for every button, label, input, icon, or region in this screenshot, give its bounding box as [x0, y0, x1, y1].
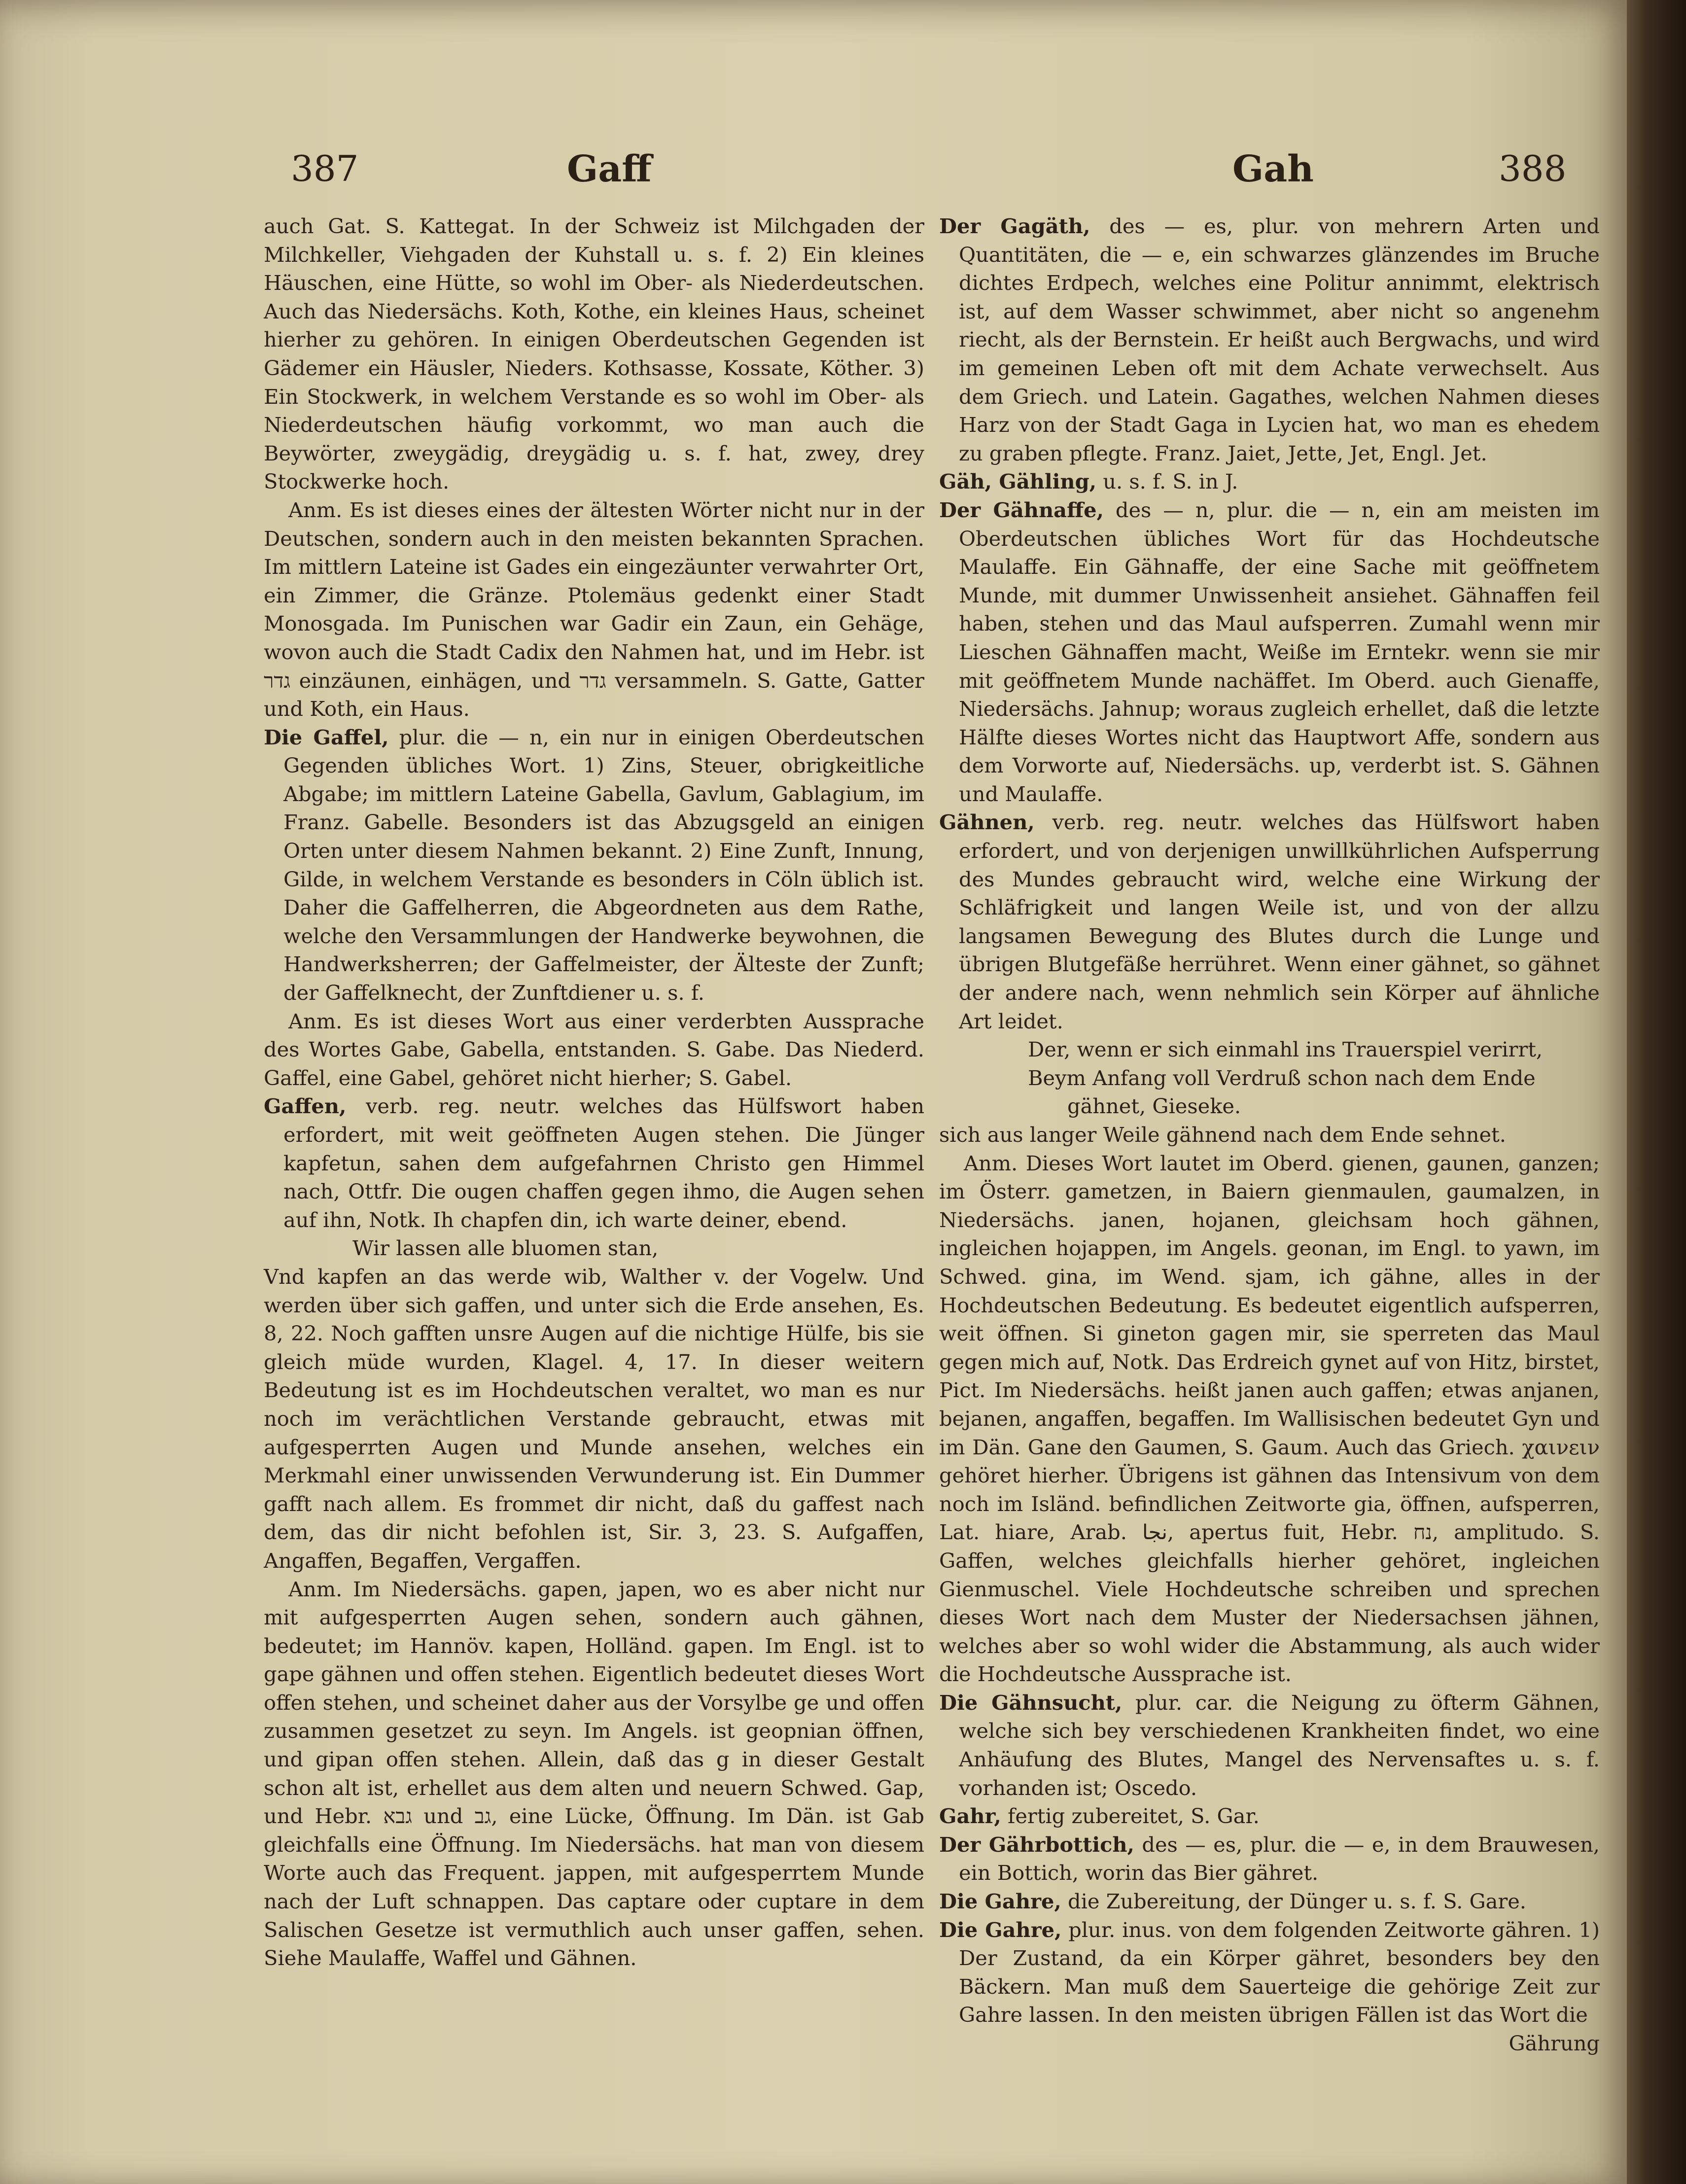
entry-text: verb. reg. neutr. welches das Hülfswort haben erfordert, und von derjenigen unwillkührlichen Aufsperrung des Mundes gebraucht wird, welche eine Wirkung der Schläfrigkeit und langen Weile ist, und von der allzu langsamen Bewegung des Blutes durch die Lunge und übrigen Blutgefäße herrühret. Wenn einer gähnet, so gähnet der andere nach, wenn nehmlich sein Körper auf ähnliche Art leidet.: [959, 810, 1600, 1033]
text-paragraph: auch Gat. S. Kattegat. In der Schweiz ist Milchgaden der Milchkeller, Viehgaden der Kuhstall u. s. f. 2) Ein kleines Häuschen, eine Hütte, so wohl im Ober- als Niederdeutschen. Auch das Niedersächs. Koth, Kothe, ein kleines Haus, scheinet hierher zu gehören. In einigen Oberdeutschen Gegenden ist Gädemer ein Häusler, Nieders. Kothsasse, Kossate, Köther. 3) Ein Stockwerk, in welchem Verstande es so wohl im Ober- als Niederdeutschen häufig vorkommt, wo man auch die Beywörter, zweygädig, dreygädig u. s. f. hat, zwey, drey Stockwerke hoch.: [264, 214, 924, 494]
entry-headword: Der Gagäth,: [939, 214, 1090, 238]
entry-headword: Die Gaffel,: [264, 725, 389, 749]
entry-text: u. s. f. S. in J.: [1096, 469, 1238, 494]
entry-headword: Gaffen,: [264, 1094, 347, 1119]
verse-line: Der, wenn er sich einmahl ins Trauerspiel verirrt,: [1028, 1037, 1543, 1062]
entry-headword: Die Gähnsucht,: [939, 1690, 1123, 1715]
annotation-paragraph: Anm. Im Niedersächs. gapen, japen, wo es aber nicht nur mit aufgesperrten Augen sehen, sondern auch gähnen, bedeutet; im Hannöv. kapen, Holländ. gapen. Im Engl. ist to gape gähnen und offen stehen. Eigentlich bedeutet dieses Wort offen stehen, und scheinet daher aus der Vorsylbe ge und offen zusammen gesetzet zu seyn. Im Angels. ist geopnian öffnen, und gipan offen stehen. Allein, daß das g in dieser Gestalt schon alt ist, erhellet aus dem alten und neuern Schwed. Gap, und Hebr. גבא und גב, eine Lücke, Öffnung. Im Dän. ist Gab gleichfalls eine Öffnung. Im Niedersächs. hat man von diesem Worte auch das Frequent. jappen, mit aufgesperrtem Munde nach der Luft schnappen. Das captare oder cuptare in dem Salischen Gesetze ist vermuthlich auch unser gaffen, sehen. Siehe Maulaffe, Waffel und Gähnen.: [264, 1577, 924, 1971]
text-paragraph: sich aus langer Weile gähnend nach dem Ende sehnet.: [939, 1123, 1506, 1147]
entry-headword: Die Gahre,: [939, 1889, 1061, 1914]
entry-text: des — es, plur. die — e, in dem Brauwesen, ein Bottich, worin das Bier gähret.: [959, 1832, 1600, 1885]
entry-text: plur. inus. von dem folgenden Zeitworte gähren. 1) Der Zustand, da ein Körper gähret, besonders bey den Bäckern. Man muß dem Sauerteige die gehörige Zeit zur Gahre lassen. In den meisten übrigen Fällen ist das Wort die: [959, 1917, 1600, 2027]
annotation-paragraph: Anm. Es ist dieses Wort aus einer verderbten Aussprache des Wortes Gabe, Gabella, entstanden. S. Gabe. Das Niederd. Gaffel, eine Gabel, gehöret nicht hierher; S. Gabel.: [264, 1009, 924, 1090]
right-page-number: 388: [1499, 148, 1567, 189]
entry-text: verb. reg. neutr. welches das Hülfswort haben erfordert, mit weit geöffneten Augen stehen. Die Jünger kapfetun, sahen dem aufgefahrnen Christo gen Himmel nach, Ottfr. Die ougen chaffen gegen ihmo, die Augen sehen auf ihn, Notk. Ih chapfen din, ich warte deiner, ebend.: [283, 1094, 924, 1232]
left-running-head: Gaff: [567, 148, 652, 190]
entry-text: fertig zubereitet, S. Gar.: [1001, 1804, 1260, 1829]
entry-headword: Der Gähnaffe,: [939, 497, 1104, 522]
text-paragraph: Vnd kapfen an das werde wib, Walther v. der Vogelw. Und werden über sich gaffen, und unter sich die Erde ansehen, Es. 8, 22. Noch gafften unsre Augen auf die nichtige Hülfe, bis sie gleich müde wurden, Klagel. 4, 17. In dieser weitern Bedeutung ist es im Hochdeutschen veraltet, wo man es nur noch im verächtlichen Verstande gebraucht, etwas mit aufgesperrten Augen und Munde ansehen, welches ein Merkmahl einer unwissenden Verwunderung ist. Ein Dummer gafft nach allem. Es frommet dir nicht, daß du gaffest nach dem, das dir nicht befohlen ist, Sir. 3, 23. S. Aufgaffen, Angaffen, Begaffen, Vergaffen.: [264, 1264, 924, 1573]
right-running-head: Gah: [1232, 148, 1314, 190]
verse-line: Wir lassen alle bluomen stan,: [352, 1236, 659, 1261]
dictionary-entry: [939, 1916, 1600, 2029]
verse-line: Beym Anfang voll Verdruß schon nach dem Ende: [1028, 1065, 1536, 1090]
entry-text: plur. die — n, ein nur in einigen Oberdeutschen Gegenden übliches Wort. 1) Zins, Steuer, obrigkeitliche Abgabe; im mittlern Lateine Gabella, Gavlum, Gablagium, im Franz. Gabelle. Besonders ist das Abzugsgeld an einigen Orten unter diesem Nahmen bekannt. 2) Eine Zunft, Innung, Gilde, in welchem Verstande es besonders in Cöln üblich ist. Daher die Gaffelherren, die Abgeordneten aus dem Rathe, welche den Versammlungen der Handwerke beywohnen, die Handwerksherren; der Gaffelmeister, der Älteste der Zunft; der Gaffelknecht, der Zunftdiener u. s. f.: [283, 725, 924, 1005]
entry-text: des — es, plur. von mehrern Arten und Quantitäten, die — e, ein schwarzes glänzendes im Bruche dichtes Erdpech, welches eine Politur annimmt, elektrisch ist, auf dem Wasser schwimmet, aber nicht so angenehm riecht, als der Bernstein. Er heißt auch Bergwachs, und wird im gemeinen Leben oft mit dem Achate verwechselt. Aus dem Griech. und Latein. Gagathes, welchen Nahmen dieses Harz von der Stadt Gaga in Lycien hat, wo man es ehedem zu graben pflegte. Franz. Jaiet, Jette, Jet, Engl. Jet.: [959, 214, 1600, 465]
entry-headword: Gähnen,: [939, 810, 1035, 835]
verse-line: gähnet, Gieseke.: [1067, 1094, 1241, 1119]
entry-text: plur. car. die Neigung zu öfterm Gähnen, welche sich bey verschiedenen Krankheiten findet, wo eine Anhäufung des Blutes, Mangel des Nervensaftes u. s. f. vorhanden ist; Oscedo.: [959, 1690, 1600, 1800]
entry-headword: Gahr,: [939, 1804, 1001, 1829]
right-column: [939, 212, 1600, 2058]
dictionary-entry: [939, 1802, 1600, 1831]
dictionary-entry: [939, 1887, 1600, 1916]
dictionary-entry: [939, 212, 1600, 467]
dictionary-entry: [939, 467, 1600, 496]
dictionary-entry: [264, 723, 924, 1007]
entry-text: des — n, plur. die — n, ein am meisten im Oberdeutschen übliches Wort für das Hochdeutsche Maulaffe. Ein Gähnaffe, der eine Sache mit geöffnetem Munde, mit dummer Unwissenheit ansiehet. Gähnaffen feil haben, stehen und das Maul aufsperren. Zumahl wenn mir Lieschen Gähnaffen macht, Weiße im Erntekr. wenn sie mir mit geöffnetem Munde nachäffet. Im Oberd. auch Gienaffe, Niedersächs. Jahnup; woraus zugleich erhellet, daß die letzte Hälfte dieses Wortes nicht das Hauptwort Affe, sondern aus dem Vorworte auf, Niedersächs. up, verderbt ist. S. Gähnen und Maulaffe.: [959, 497, 1600, 806]
left-column: [264, 212, 924, 1973]
entry-headword: Gäh, Gähling,: [939, 469, 1097, 494]
book-edge: [1619, 0, 1686, 2184]
entry-text: die Zubereitung, der Dünger u. s. f. S. Gare.: [1061, 1889, 1526, 1914]
dictionary-entry: [939, 1689, 1600, 1802]
dictionary-entry: [939, 496, 1600, 809]
dictionary-entry: [939, 1831, 1600, 1887]
annotation-paragraph: Anm. Es ist dieses eines der ältesten Wörter nicht nur in der Deutschen, sondern auch in den meisten bekannten Sprachen. Im mittlern Lateine ist Gades ein eingezäunter verwahrter Ort, ein Zimmer, die Gränze. Ptolemäus gedenkt einer Stadt Monosgada. Im Punischen war Gadir ein Zaun, ein Gehäge, wovon auch die Stadt Cadix den Nahmen hat, und im Hebr. ist גדר einzäunen, einhägen, und גדר versammeln. S. Gatte, Gatter und Koth, ein Haus.: [264, 497, 925, 721]
annotation-paragraph: Anm. Dieses Wort lautet im Oberd. gienen, gaunen, ganzen; im Österr. gametzen, in Baiern gienmaulen, gaumalzen, in Niedersächs. janen, hojanen, gleichsam hoch gähnen, ingleichen hojappen, im Angels. geonan, im Engl. to yawn, im Schwed. gina, im Wend. sjam, ich gähne, alles in der Hochdeutschen Bedeutung. Es bedeutet eigentlich aufsperren, weit öffnen. Si gineton gagen mir, sie sperreten das Maul gegen mich auf, Notk. Das Erdreich gynet auf von Hitz, birstet, Pict. Im Niedersächs. heißt janen auch gaffen; etwas anjanen, bejanen, angaffen, begaffen. Im Wallisischen bedeutet Gyn und im Dän. Gane den Gaumen, S. Gaum. Auch das Griech. χαινειν gehöret hierher. Übrigens ist gähnen das Intensivum von dem noch im Isländ. befindlichen Zeitworte gia, öffnen, aufsperren, Lat. hiare, Arab. نجا, apertus fuit, Hebr. נח, amplitudo. S. Gaffen, welches gleichfalls hierher gehöret, ingleichen Gienmuschel. Viele Hochdeutsche schreiben und sprechen dieses Wort nach dem Muster der Niedersachsen jähnen, welches aber so wohl wider die Abstammung, als auch wider die Hochdeutsche Aussprache ist.: [939, 1151, 1600, 1687]
dictionary-entry: [939, 808, 1600, 1035]
left-page-number: 387: [291, 148, 359, 189]
dictionary-entry: [264, 1092, 924, 1234]
catchword: Gährung: [1509, 2031, 1600, 2055]
entry-headword: Die Gahre,: [939, 1917, 1062, 1942]
entry-headword: Der Gährbottich,: [939, 1832, 1134, 1857]
